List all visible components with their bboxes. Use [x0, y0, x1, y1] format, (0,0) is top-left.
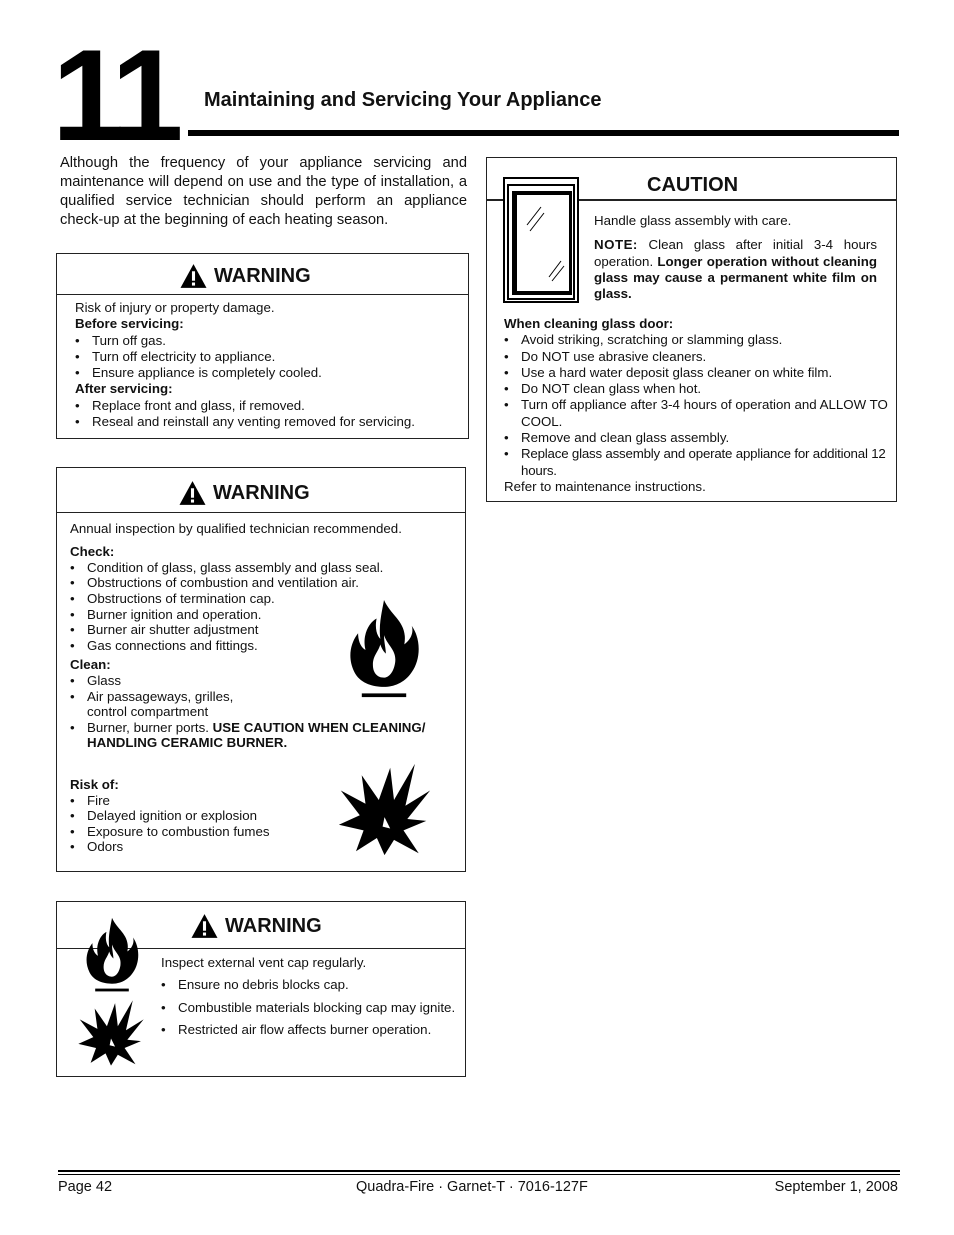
list-item: • Restricted air flow affects burner operation. [161, 1022, 456, 1038]
list-item: • Turn off appliance after 3-4 hours of operation and ALLOW TO COOL. [504, 397, 889, 430]
warning-lead: Risk of injury or property damage. [75, 300, 275, 315]
list-item: • Burner air shutter adjustment [70, 622, 455, 638]
list-item: • Fire [70, 793, 455, 809]
list-item: • Avoid striking, scratching or slamming glass. [504, 332, 889, 348]
clean-label: Clean: [70, 657, 111, 673]
burner-caution-text: USE CAUTION WHEN CLEANING/ HANDLING CERAMIC BURNER. [87, 719, 426, 751]
warning-heading: WARNING [214, 264, 311, 287]
door-cleaning-label: When cleaning glass door: [504, 316, 674, 331]
caution-box-glass [486, 157, 897, 502]
door-cleaning-list [504, 332, 889, 479]
list-item: • Ensure no debris blocks cap. [161, 977, 456, 993]
list-item-text: control compartment [87, 704, 209, 720]
publication-date: September 1, 2008 [774, 1179, 898, 1195]
warning-triangle-icon [179, 263, 208, 289]
list-item: • Reseal and reinstall any venting removed for servicing. [75, 414, 460, 430]
caution-heading: CAUTION [647, 174, 739, 196]
list-item-text: Burner, burner ports. [87, 719, 209, 735]
warning-box-inspection [56, 467, 466, 872]
warning-triangle-icon [178, 480, 207, 506]
list-item: • Delayed ignition or explosion [70, 808, 455, 824]
list-item: • Exposure to combustion fumes [70, 824, 455, 840]
maintenance-reference: Refer to maintenance instructions. [504, 478, 706, 494]
list-item: • Gas connections and fittings. [70, 638, 455, 654]
check-label: Check: [70, 544, 115, 560]
list-item: • Turn off gas. [75, 333, 460, 349]
note-label: NOTE: [594, 237, 638, 253]
chapter-title: Maintaining and Servicing Your Appliance [204, 89, 602, 111]
list-item: • Do NOT clean glass when hot. [504, 381, 889, 397]
list-item: • Turn off electricity to appliance. [75, 349, 460, 365]
warning-triangle-icon [190, 913, 219, 939]
caution-handle-text: Handle glass assembly with care. [594, 213, 792, 228]
note-bold-text: Longer operation without cleaning glass may cause a permanent white film on glass. [594, 253, 877, 302]
document-id: Quadra-Fire · Garnet-T · 7016-127F [356, 1179, 588, 1195]
list-item: • Replace front and glass, if removed. [75, 398, 460, 414]
list-item: • Use a hard water deposit glass cleaner on white film. [504, 365, 889, 381]
list-item: • Do NOT use abrasive cleaners. [504, 349, 889, 365]
page-number: Page 42 [58, 1179, 113, 1195]
flame-icon [347, 594, 421, 704]
list-item: • Condition of glass, glass assembly and glass seal. [70, 560, 455, 576]
after-servicing-list [75, 398, 460, 431]
warning-lead: Annual inspection by qualified technician recommended. [70, 521, 402, 536]
list-item: • Ensure appliance is completely cooled. [75, 365, 460, 381]
chapter-number: 11 [52, 22, 178, 168]
list-item: • Obstructions of combustion and ventilation air. [70, 575, 455, 591]
before-servicing-list [75, 333, 460, 382]
header-rule [188, 130, 899, 136]
after-servicing-label: After servicing: [75, 381, 173, 397]
list-item: • Odors [70, 839, 455, 855]
footer-rule [58, 1170, 900, 1172]
warning-box-vent-cap [56, 901, 466, 1077]
list-item [70, 720, 455, 751]
warning-heading: WARNING [213, 481, 310, 504]
glass-door-icon [503, 177, 579, 303]
intro-paragraph: Although the frequency of your appliance servicing and maintenance will depend on use and the type of installation, a qualified service technician should perform an appliance check-up at the beginning of each heating season. [60, 155, 467, 228]
footer-rule [58, 1174, 900, 1175]
before-servicing-label: Before servicing: [75, 316, 184, 332]
list-item: • Remove and clean glass assembly. [504, 430, 889, 446]
list-item: • Glass [70, 673, 455, 689]
risk-label: Risk of: [70, 777, 119, 793]
list-item: • Burner ignition and operation. [70, 607, 455, 623]
explosion-icon [77, 998, 145, 1068]
list-item-text: Air passageways, grilles, [87, 688, 234, 704]
warning-box-servicing [56, 253, 469, 439]
caution-note [594, 237, 877, 302]
list-item: • Combustible materials blocking cap may ignite. [161, 1000, 456, 1016]
explosion-icon [337, 762, 432, 857]
list-item: • Replace glass assembly and operate appliance for additional 12 hours. [504, 446, 889, 479]
warning-lead: Inspect external vent cap regularly. [161, 955, 367, 970]
vent-cap-list [161, 977, 456, 1038]
warning-heading: WARNING [225, 914, 322, 937]
flame-icon [84, 916, 140, 994]
list-item: • Obstructions of termination cap. [70, 591, 455, 607]
note-text: Clean glass after initial 3-4 hours operation. [594, 237, 877, 269]
